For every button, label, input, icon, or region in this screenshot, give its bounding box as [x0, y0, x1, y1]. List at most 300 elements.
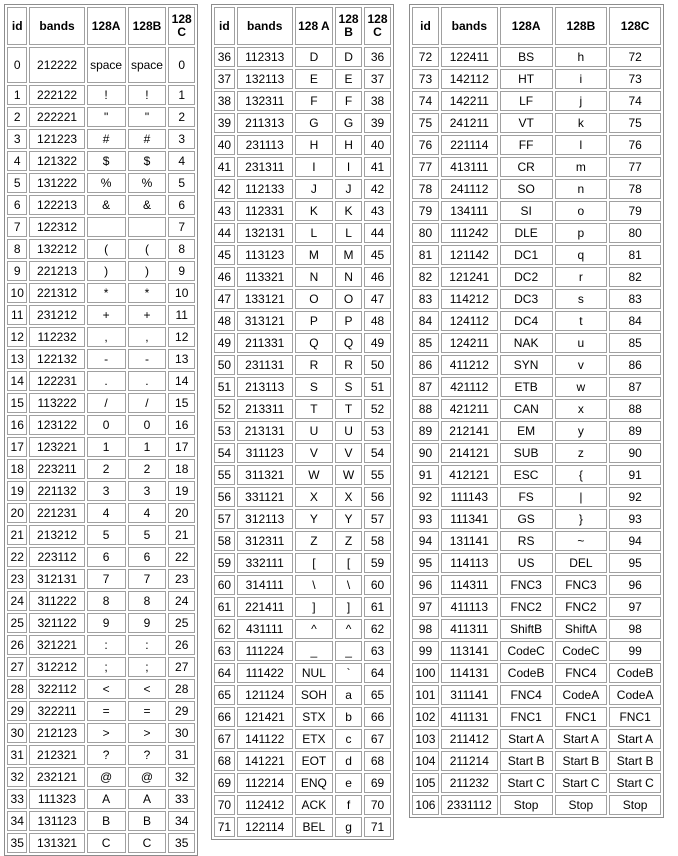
cell-bands: 111143	[441, 487, 498, 507]
cell-128c: 79	[609, 201, 661, 221]
cell-128b: P	[335, 311, 362, 331]
cell-id: 82	[412, 267, 439, 287]
cell-id: 42	[214, 179, 235, 199]
table-row	[412, 465, 661, 485]
cell-128a: E	[295, 69, 333, 89]
cell-bands: 332111	[237, 553, 293, 573]
cell-128c: 14	[168, 371, 195, 391]
cell-bands: 421112	[441, 377, 498, 397]
cell-bands: 311123	[237, 443, 293, 463]
cell-128a: >	[87, 723, 126, 743]
table-row	[412, 619, 661, 639]
cell-id: 20	[7, 503, 27, 523]
cell-id: 78	[412, 179, 439, 199]
cell-128c: CodeB	[609, 663, 661, 683]
cell-128b: CodeA	[555, 685, 608, 705]
cell-128a: .	[87, 371, 126, 391]
cell-id: 77	[412, 157, 439, 177]
cell-128c: 27	[168, 657, 195, 677]
cell-128a: B	[87, 811, 126, 831]
table-row	[214, 245, 391, 265]
cell-bands: 231212	[29, 305, 84, 325]
cell-128c: 64	[364, 663, 391, 683]
cell-bands: 121223	[29, 129, 84, 149]
cell-128a: SO	[500, 179, 553, 199]
cell-128b: ,	[128, 327, 167, 347]
header-128b: 128 B	[335, 7, 362, 45]
table-row	[214, 113, 391, 133]
cell-bands: 124211	[441, 333, 498, 353]
cell-id: 58	[214, 531, 235, 551]
cell-128b: %	[128, 173, 167, 193]
table-row	[412, 443, 661, 463]
cell-128c: 65	[364, 685, 391, 705]
table-row	[214, 135, 391, 155]
table-row	[214, 619, 391, 639]
cell-128c: 32	[168, 767, 195, 787]
cell-128b: FNC1	[555, 707, 608, 727]
table-row	[7, 635, 195, 655]
cell-id: 60	[214, 575, 235, 595]
cell-128a: O	[295, 289, 333, 309]
table-row	[7, 173, 195, 193]
cell-128a: +	[87, 305, 126, 325]
cell-128a: BEL	[295, 817, 333, 837]
cell-128c: 28	[168, 679, 195, 699]
cell-128c: Stop	[609, 795, 661, 815]
cell-bands: 122132	[29, 349, 84, 369]
cell-bands: 411113	[441, 597, 498, 617]
cell-bands: 221132	[29, 481, 84, 501]
cell-128a: 9	[87, 613, 126, 633]
cell-bands: 213212	[29, 525, 84, 545]
table-row	[412, 245, 661, 265]
table-row	[412, 597, 661, 617]
cell-bands: 212123	[29, 723, 84, 743]
cell-bands: 241211	[441, 113, 498, 133]
table-row	[214, 641, 391, 661]
table-row	[412, 553, 661, 573]
cell-id: 68	[214, 751, 235, 771]
table-row	[214, 69, 391, 89]
cell-128a: @	[87, 767, 126, 787]
table-row	[412, 157, 661, 177]
cell-bands: 221231	[29, 503, 84, 523]
table-row	[214, 597, 391, 617]
cell-128c: 85	[609, 333, 661, 353]
cell-128b: ]	[335, 597, 362, 617]
cell-id: 70	[214, 795, 235, 815]
cell-id: 83	[412, 289, 439, 309]
cell-bands: 112232	[29, 327, 84, 347]
cell-id: 86	[412, 355, 439, 375]
cell-bands: 411212	[441, 355, 498, 375]
cell-bands: 112313	[237, 47, 293, 67]
cell-128b: V	[335, 443, 362, 463]
table-row	[214, 289, 391, 309]
cell-128b: w	[555, 377, 608, 397]
cell-bands: 121421	[237, 707, 293, 727]
cell-id: 43	[214, 201, 235, 221]
cell-bands: 114131	[441, 663, 498, 683]
cell-bands: 112214	[237, 773, 293, 793]
cell-128c: 41	[364, 157, 391, 177]
cell-id: 98	[412, 619, 439, 639]
cell-id: 49	[214, 333, 235, 353]
cell-128b: x	[555, 399, 608, 419]
cell-128a: %	[87, 173, 126, 193]
table-row	[214, 333, 391, 353]
cell-128b: Start C	[555, 773, 608, 793]
cell-128c: 69	[364, 773, 391, 793]
cell-id: 35	[7, 833, 27, 853]
cell-128b: e	[335, 773, 362, 793]
cell-id: 56	[214, 487, 235, 507]
cell-id: 45	[214, 245, 235, 265]
cell-128c: 1	[168, 85, 195, 105]
cell-id: 19	[7, 481, 27, 501]
header-id: id	[7, 7, 27, 45]
cell-128b: X	[335, 487, 362, 507]
table-row	[214, 729, 391, 749]
cell-128a: W	[295, 465, 333, 485]
cell-128c: 61	[364, 597, 391, 617]
table-row	[214, 795, 391, 815]
cell-128c: 26	[168, 635, 195, 655]
cell-128a: H	[295, 135, 333, 155]
cell-128c: 6	[168, 195, 195, 215]
table-row	[214, 817, 391, 837]
cell-bands: 132131	[237, 223, 293, 243]
cell-id: 63	[214, 641, 235, 661]
cell-bands: 241112	[441, 179, 498, 199]
cell-128c: 91	[609, 465, 661, 485]
cell-128b: y	[555, 421, 608, 441]
cell-id: 41	[214, 157, 235, 177]
cell-128b: t	[555, 311, 608, 331]
cell-bands: 142211	[441, 91, 498, 111]
cell-bands: 122231	[29, 371, 84, 391]
cell-128a: FNC2	[500, 597, 553, 617]
cell-128b: [	[335, 553, 362, 573]
cell-128c: 44	[364, 223, 391, 243]
cell-128a: SOH	[295, 685, 333, 705]
cell-128b: m	[555, 157, 608, 177]
cell-bands: 211331	[237, 333, 293, 353]
table-row	[7, 767, 195, 787]
cell-128a: NUL	[295, 663, 333, 683]
cell-128c: 47	[364, 289, 391, 309]
cell-bands: 321221	[29, 635, 84, 655]
cell-128c: 21	[168, 525, 195, 545]
cell-bands: 222221	[29, 107, 84, 127]
cell-id: 51	[214, 377, 235, 397]
cell-128c: 92	[609, 487, 661, 507]
cell-128a: 5	[87, 525, 126, 545]
header-128c: 128C	[609, 7, 661, 45]
cell-128a: =	[87, 701, 126, 721]
cell-128a: ESC	[500, 465, 553, 485]
cell-bands: 122411	[441, 47, 498, 67]
cell-128b: H	[335, 135, 362, 155]
cell-id: 32	[7, 767, 27, 787]
cell-128c: 0	[168, 47, 195, 83]
cell-id: 61	[214, 597, 235, 617]
cell-bands: 311141	[441, 685, 498, 705]
cell-128a: J	[295, 179, 333, 199]
cell-128b: Y	[335, 509, 362, 529]
cell-id: 37	[214, 69, 235, 89]
cell-128b: M	[335, 245, 362, 265]
cell-128c: 74	[609, 91, 661, 111]
table-row	[7, 349, 195, 369]
table-row	[7, 129, 195, 149]
cell-128a: US	[500, 553, 553, 573]
table-row	[214, 47, 391, 67]
table-row	[7, 569, 195, 589]
cell-bands: 312212	[29, 657, 84, 677]
cell-128c: Start C	[609, 773, 661, 793]
header-id: id	[214, 7, 235, 45]
cell-128c: 30	[168, 723, 195, 743]
cell-128c: 17	[168, 437, 195, 457]
cell-128b: 6	[128, 547, 167, 567]
cell-128c: 4	[168, 151, 195, 171]
cell-128c: 62	[364, 619, 391, 639]
table-row	[7, 371, 195, 391]
cell-id: 38	[214, 91, 235, 111]
cell-128a: DC1	[500, 245, 553, 265]
cell-128b: 9	[128, 613, 167, 633]
cell-bands: 132113	[237, 69, 293, 89]
code128-table-part-2	[211, 4, 394, 840]
cell-128b: s	[555, 289, 608, 309]
cell-id: 0	[7, 47, 27, 83]
code128-table-part-1	[4, 4, 198, 856]
table-row	[7, 261, 195, 281]
cell-bands: 214121	[441, 443, 498, 463]
cell-bands: 113123	[237, 245, 293, 265]
cell-128b: FNC3	[555, 575, 608, 595]
header-128c: 128 C	[364, 7, 391, 45]
cell-128a: 2	[87, 459, 126, 479]
cell-128a: FNC1	[500, 707, 553, 727]
cell-128b: FNC2	[555, 597, 608, 617]
cell-id: 6	[7, 195, 27, 215]
cell-128a: *	[87, 283, 126, 303]
cell-128a: U	[295, 421, 333, 441]
table-row	[214, 223, 391, 243]
header-128c: 128 C	[168, 7, 195, 45]
cell-128a: /	[87, 393, 126, 413]
cell-128c: 18	[168, 459, 195, 479]
cell-128b: @	[128, 767, 167, 787]
cell-128c: 35	[168, 833, 195, 853]
cell-bands: 222122	[29, 85, 84, 105]
cell-128a: FF	[500, 135, 553, 155]
cell-bands: 231131	[237, 355, 293, 375]
cell-bands: 223211	[29, 459, 84, 479]
cell-bands: 314111	[237, 575, 293, 595]
table-row	[7, 393, 195, 413]
table-row	[7, 107, 195, 127]
cell-id: 81	[412, 245, 439, 265]
table-row	[214, 707, 391, 727]
cell-bands: 221312	[29, 283, 84, 303]
cell-128a: RS	[500, 531, 553, 551]
cell-id: 66	[214, 707, 235, 727]
cell-128c: 45	[364, 245, 391, 265]
cell-128c: 87	[609, 377, 661, 397]
table-row	[412, 487, 661, 507]
cell-id: 39	[214, 113, 235, 133]
table-row	[412, 135, 661, 155]
cell-128c: 38	[364, 91, 391, 111]
cell-id: 59	[214, 553, 235, 573]
cell-id: 73	[412, 69, 439, 89]
cell-128a: ?	[87, 745, 126, 765]
cell-id: 101	[412, 685, 439, 705]
cell-bands: 131141	[441, 531, 498, 551]
cell-id: 95	[412, 553, 439, 573]
cell-128a: -	[87, 349, 126, 369]
cell-128b: c	[335, 729, 362, 749]
cell-128c: 68	[364, 751, 391, 771]
cell-128b: .	[128, 371, 167, 391]
cell-bands: 221114	[441, 135, 498, 155]
cell-128a: CodeC	[500, 641, 553, 661]
cell-128b: !	[128, 85, 167, 105]
cell-bands: 111242	[441, 223, 498, 243]
cell-128b: /	[128, 393, 167, 413]
cell-id: 23	[7, 569, 27, 589]
cell-id: 28	[7, 679, 27, 699]
cell-128c: 98	[609, 619, 661, 639]
cell-id: 25	[7, 613, 27, 633]
cell-bands: 231311	[237, 157, 293, 177]
cell-128c: 22	[168, 547, 195, 567]
cell-128b: Q	[335, 333, 362, 353]
cell-id: 99	[412, 641, 439, 661]
cell-128b: O	[335, 289, 362, 309]
cell-id: 40	[214, 135, 235, 155]
cell-128c: 55	[364, 465, 391, 485]
cell-128b: I	[335, 157, 362, 177]
cell-id: 2	[7, 107, 27, 127]
cell-bands: 113222	[29, 393, 84, 413]
cell-bands: 121142	[441, 245, 498, 265]
cell-128b: ;	[128, 657, 167, 677]
table-row	[7, 239, 195, 259]
table-row	[7, 613, 195, 633]
cell-id: 3	[7, 129, 27, 149]
cell-128a: ,	[87, 327, 126, 347]
cell-128a: I	[295, 157, 333, 177]
cell-128b: )	[128, 261, 167, 281]
cell-128b: 1	[128, 437, 167, 457]
cell-128a: HT	[500, 69, 553, 89]
cell-bands: 141122	[237, 729, 293, 749]
cell-bands: 431111	[237, 619, 293, 639]
cell-128b: `	[335, 663, 362, 683]
cell-128a: L	[295, 223, 333, 243]
cell-128a: STX	[295, 707, 333, 727]
cell-128b: f	[335, 795, 362, 815]
header-128a: 128 A	[295, 7, 333, 45]
cell-128b: _	[335, 641, 362, 661]
table-row	[412, 509, 661, 529]
cell-128c: 77	[609, 157, 661, 177]
table-row	[412, 201, 661, 221]
cell-128b: 8	[128, 591, 167, 611]
table-row	[7, 459, 195, 479]
table-row	[412, 91, 661, 111]
cell-id: 93	[412, 509, 439, 529]
cell-128c: 12	[168, 327, 195, 347]
cell-bands: 213113	[237, 377, 293, 397]
cell-128a: Y	[295, 509, 333, 529]
cell-128a: 3	[87, 481, 126, 501]
table-row	[412, 575, 661, 595]
cell-bands: 322211	[29, 701, 84, 721]
cell-id: 87	[412, 377, 439, 397]
cell-128a: ETB	[500, 377, 553, 397]
cell-id: 8	[7, 239, 27, 259]
cell-128a: D	[295, 47, 333, 67]
header-id: id	[412, 7, 439, 45]
cell-128c: 29	[168, 701, 195, 721]
cell-128c: 80	[609, 223, 661, 243]
cell-128b: j	[555, 91, 608, 111]
cell-128c: 25	[168, 613, 195, 633]
cell-128c: 53	[364, 421, 391, 441]
cell-id: 84	[412, 311, 439, 331]
table-row	[214, 399, 391, 419]
cell-128c: 19	[168, 481, 195, 501]
cell-bands: 132311	[237, 91, 293, 111]
cell-id: 11	[7, 305, 27, 325]
cell-id: 53	[214, 421, 235, 441]
cell-128a: M	[295, 245, 333, 265]
cell-128b: A	[128, 789, 167, 809]
table-row	[214, 773, 391, 793]
cell-128b: a	[335, 685, 362, 705]
table-row	[7, 679, 195, 699]
cell-128c: 86	[609, 355, 661, 375]
table-row	[214, 355, 391, 375]
cell-128a: ShiftB	[500, 619, 553, 639]
cell-bands: 331121	[237, 487, 293, 507]
cell-id: 14	[7, 371, 27, 391]
cell-bands: 223112	[29, 547, 84, 567]
cell-128c: 51	[364, 377, 391, 397]
cell-bands: 231113	[237, 135, 293, 155]
cell-128a: &	[87, 195, 126, 215]
cell-128b: D	[335, 47, 362, 67]
header-128a: 128A	[87, 7, 126, 45]
cell-128b: ~	[555, 531, 608, 551]
cell-128b: l	[555, 135, 608, 155]
cell-128a: Q	[295, 333, 333, 353]
table-row	[214, 531, 391, 551]
cell-bands: 112412	[237, 795, 293, 815]
cell-128a: _	[295, 641, 333, 661]
cell-bands: 211412	[441, 729, 498, 749]
cell-id: 50	[214, 355, 235, 375]
cell-id: 85	[412, 333, 439, 353]
cell-128a: ENQ	[295, 773, 333, 793]
table-row	[412, 179, 661, 199]
